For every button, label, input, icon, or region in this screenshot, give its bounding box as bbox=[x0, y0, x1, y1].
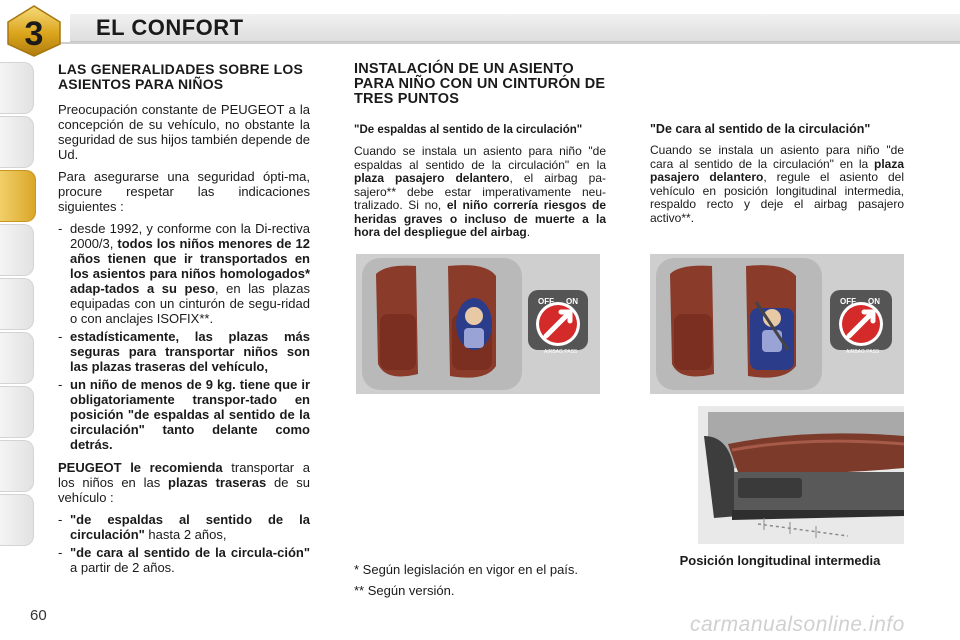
page-number: 60 bbox=[30, 607, 47, 624]
list-item-text: a partir de 2 años. bbox=[70, 560, 175, 575]
list-item bbox=[58, 512, 310, 542]
section-heading-generalities: LAS GENERALIDADES SOBRE LOS ASIENTOS PARA NIÑOS bbox=[58, 61, 303, 92]
intro-paragraph-2: Para asegurarse una seguridad ópti-ma, procure respetar las indicaciones siguientes : bbox=[58, 169, 310, 214]
airbag-switch-caption: AIRBAG PASS bbox=[544, 349, 578, 355]
chapter-tab-3-active[interactable] bbox=[0, 170, 36, 222]
recommend-bold-2: plazas traseras bbox=[168, 475, 267, 490]
recommend-paragraph bbox=[58, 460, 310, 505]
list-item bbox=[58, 329, 310, 374]
subheading-forward-facing: "De cara al sentido de la circulación" bbox=[650, 122, 871, 136]
car-top-view-rear-facing-illustration bbox=[356, 254, 600, 394]
chapter-badge-icon bbox=[4, 4, 64, 58]
footnote-1: * Según legislación en vigor en el país. bbox=[354, 562, 579, 577]
rear-facing-text-3: . bbox=[526, 225, 531, 239]
recommend-text-end: de su vehículo : bbox=[58, 475, 310, 505]
recommend-list bbox=[58, 512, 310, 575]
list-item bbox=[58, 377, 310, 452]
recommend-text: transportar a los niños en las bbox=[58, 460, 310, 490]
forward-facing-bold: plaza pasajero delantero bbox=[650, 156, 904, 184]
watermark: carmanualsonline.info bbox=[690, 613, 905, 636]
chapter-tab-1[interactable] bbox=[0, 62, 34, 114]
footnote-2: ** Según versión. bbox=[354, 583, 455, 598]
rear-facing-bold: plaza pasajero delantero bbox=[354, 171, 510, 185]
chapter-tabs bbox=[0, 62, 36, 582]
car-top-view-forward-facing-illustration bbox=[650, 254, 904, 394]
chapter-tab-9[interactable] bbox=[0, 494, 34, 546]
list-item bbox=[58, 221, 310, 326]
middle-column bbox=[354, 62, 606, 247]
indications-list bbox=[58, 221, 310, 452]
header-underline bbox=[40, 42, 960, 44]
forward-facing-text-2: , regule el asiento del vehículo en posición longitudinal intermedia, respaldo recto y deje el airbag pasajero activo**. bbox=[650, 170, 904, 225]
right-column bbox=[650, 122, 904, 232]
left-column bbox=[58, 62, 310, 583]
airbag-switch-caption: AIRBAG PASS bbox=[846, 349, 880, 355]
airbag-switch-on-label: ON bbox=[868, 297, 880, 306]
list-item-bold: estadísticamente, las plazas más seguras para transportar niños son las plazas traseras del vehículo, bbox=[70, 329, 310, 374]
footnotes bbox=[354, 562, 606, 604]
airbag-switch-off-label: OFF bbox=[538, 297, 554, 306]
section-heading-installation: INSTALACIÓN DE UN ASIENTO PARA NIÑO CON UN CINTURÓN DE TRES PUNTOS bbox=[354, 61, 606, 107]
recommend-bold: PEUGEOT le recomienda bbox=[58, 460, 223, 475]
rear-facing-paragraph bbox=[354, 145, 606, 240]
seat-side-view-illustration bbox=[698, 406, 904, 544]
list-item bbox=[58, 545, 310, 575]
intro-paragraph-1: Preocupación constante de PEUGEOT a la concepción de su vehículo, no obstante la seguridad de sus hijos también depende de Ud. bbox=[58, 102, 310, 162]
forward-facing-paragraph bbox=[650, 144, 904, 225]
list-item-text: desde 1992, y conforme con la Di-rectiva 2000/3, bbox=[70, 221, 310, 251]
figure-caption: Posición longitudinal intermedia bbox=[679, 553, 881, 568]
list-item-bold: "de cara al sentido de la circula-ción" bbox=[70, 545, 310, 560]
list-item-text: , en las plazas equipadas con un cinturón de segu-ridad o con anclajes ISOFIX**. bbox=[70, 281, 310, 326]
list-item-bold: todos los niños menores de 12 años tienen que ir transportados en los asientos para niños homologados* adap-tados a su peso bbox=[70, 236, 310, 296]
chapter-tab-8[interactable] bbox=[0, 440, 34, 492]
figure-rear-facing-seat bbox=[356, 254, 600, 394]
subheading-rear-facing: "De espaldas al sentido de la circulación" bbox=[354, 124, 583, 136]
rear-facing-warning: el niño correría riesgos de heridas graves o incluso de muerte a la hora del despliegue del airbag bbox=[354, 198, 606, 239]
chapter-title: EL CONFORT bbox=[96, 15, 244, 40]
rear-facing-text: Cuando se instala un asiento para niño "de espaldas al sentido de la circulación" en la bbox=[354, 144, 606, 172]
list-item-bold: un niño de menos de 9 kg. tiene que ir obligatoriamente transpor-tado en posición "de espaldas al sentido de la circulación" tanto delante como detrás. bbox=[70, 377, 310, 452]
chapter-tab-5[interactable] bbox=[0, 278, 34, 330]
forward-facing-text: Cuando se instala un asiento para niño "de cara al sentido de la circulación" en la bbox=[650, 143, 904, 171]
figure-seat-longitudinal-position bbox=[698, 406, 904, 544]
page-header bbox=[0, 0, 960, 62]
airbag-switch-off-label: OFF bbox=[840, 297, 856, 306]
chapter-tab-7[interactable] bbox=[0, 386, 34, 438]
list-item-text: hasta 2 años, bbox=[144, 527, 227, 542]
figure-forward-facing-seat bbox=[650, 254, 904, 394]
chapter-tab-2[interactable] bbox=[0, 116, 34, 168]
chapter-number: 3 bbox=[24, 15, 44, 53]
chapter-tab-4[interactable] bbox=[0, 224, 34, 276]
chapter-tab-6[interactable] bbox=[0, 332, 34, 384]
list-item-bold: "de espaldas al sentido de la circulación" bbox=[70, 512, 310, 542]
rear-facing-text-2: , el airbag pa-sajero** debe estar imperativamente neu-tralizado. Si no, bbox=[354, 171, 606, 212]
airbag-switch-on-label: ON bbox=[566, 297, 578, 306]
